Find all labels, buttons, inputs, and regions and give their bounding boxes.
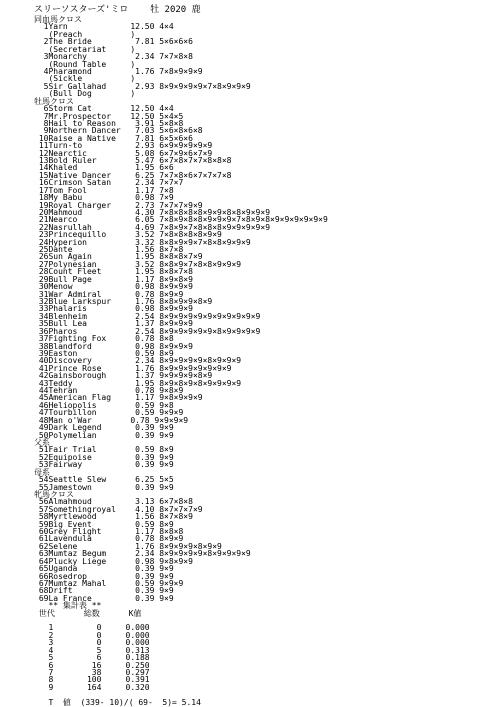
analysis-line: 37Fighting Fox 0.78 8×8 (34, 334, 174, 344)
analysis-line: (Sickle ) (34, 74, 136, 84)
document-title: スリーソスターズ'ミロ 牡 2020 鹿 (34, 5, 201, 15)
analysis-line: 8 100 0.391 (34, 675, 150, 685)
analysis-line: 3 0 0.000 (34, 638, 150, 648)
analysis-line: ** 集計表 ** (34, 601, 102, 611)
analysis-line: 64Plucky Liege 0.98 9×8×9×9 (34, 556, 193, 566)
analysis-line: 7Mr.Prospector 12.50 5×4×5 (34, 111, 184, 121)
analysis-line: 65Uganda 0.39 9×9 (34, 564, 174, 574)
analysis-line: (Bull Dog ) (34, 89, 136, 99)
analysis-line: 36Pharos 2.54 8×9×9×9×9×9×8×9×9×9×9 (34, 326, 261, 336)
analysis-line: 63Mumtaz Begum 2.34 8×9×9×9×9×8×9×9×9×9 (34, 549, 251, 559)
analysis-line: 47Tourbillon 0.59 9×9×9 (34, 408, 184, 418)
analysis-line: 51Fair Trial 0.59 8×9 (34, 445, 174, 455)
analysis-line: 父系 (34, 437, 50, 447)
analysis-line: 57Somethingroyal 4.10 8×7×7×7×9 (34, 504, 203, 514)
analysis-line: 27Polynesian 3.52 8×8×9×7×8×8×9×9×9 (34, 259, 242, 269)
analysis-line: 同血馬クロス (34, 15, 82, 24)
analysis-line: 42Gainsborough 1.37 9×9×9×9×8×9 (34, 371, 213, 381)
analysis-line: 18My Babu 0.98 7×9 (34, 193, 174, 203)
analysis-line: 48Man o'War 0.78 9×9×9×9 (34, 415, 189, 425)
analysis-line: 34Blenheim 2.54 8×9×9×9×9×9×9×9×9×9×9 (34, 311, 261, 321)
analysis-line: 29Bull Page 1.17 8×9×8×9 (34, 274, 193, 284)
analysis-line: 22Nasrullah 4.69 7×8×9×7×8×8×8×9×9×9×9×9 (34, 222, 271, 232)
analysis-line: 20Mahmoud 4.30 7×8×8×8×8×9×9×8×8×9×9×9 (34, 207, 271, 217)
analysis-line: 66Rosedrop 0.39 9×9 (34, 571, 174, 581)
analysis-line: 14Khaled 1.95 6×6 (34, 163, 174, 173)
analysis-line: 31War Admiral 0.78 8×9×9 (34, 289, 184, 299)
analysis-line: 33Phalaris 0.98 8×9×9×9 (34, 304, 193, 314)
analysis-line: 54Seattle Slew 6.25 5×5 (34, 475, 174, 484)
analysis-line: 19Royal Charger 2.73 7×7×7×9×9 (34, 200, 203, 210)
analysis-line: 69La France 0.39 9×9 (34, 593, 174, 603)
analysis-line: 45American Flag 1.17 9×8×9×9×9 (34, 393, 203, 403)
analysis-line: 62Selene 1.76 8×9×9×9×8×9×9 (34, 541, 222, 551)
analysis-line: 50Polymelian 0.39 9×9 (34, 430, 174, 440)
analysis-line: 43Teddy 1.95 8×9×8×9×8×9×9×9×9 (34, 378, 242, 388)
analysis-line: 44Tehran 0.78 9×8×9 (34, 386, 184, 395)
analysis-line: 6Storm Cat 12.50 4×4 (34, 104, 174, 113)
analysis-line: 17Tom Fool 1.17 7×8 (34, 185, 174, 195)
analysis-line: 41Prince Rose 1.76 8×9×9×9×9×9×9×9 (34, 363, 232, 373)
analysis-line: 牡馬クロス (34, 96, 74, 106)
analysis-line: 世代 総数 K値 (34, 608, 142, 618)
analysis-line: 13Bold Ruler 5.47 6×7×8×7×7×8×8×8 (34, 156, 232, 165)
analysis-line: 12Nearctic 5.08 6×7×9×6×7×9 (34, 148, 213, 158)
analysis-line: 2 0 0.000 (34, 630, 150, 640)
analysis-line: 67Mumtaz Mahal 0.59 9×9×9 (34, 578, 184, 588)
analysis-line: 28Count Fleet 1.95 8×8×7×8 (34, 267, 193, 277)
analysis-line: (Round Table ) (34, 59, 136, 69)
analysis-line: 4 5 0.313 (34, 645, 150, 655)
analysis-line: 16Crimson Satan 2.34 7×7×7 (34, 178, 184, 188)
analysis-line: 30Menow 0.98 8×9×9×9 (34, 282, 193, 292)
analysis-line: 56Almahmoud 3.13 6×7×8×8 (34, 497, 193, 507)
analysis-line: 11Turn-to 2.93 6×9×9×9×9×9 (34, 141, 213, 151)
analysis-line: 7 38 0.297 (34, 668, 150, 677)
analysis-line: T 値 (339- 10)/( 69- 5)= 5.14 (34, 697, 201, 707)
analysis-line: 23Princequillo 3.52 7×8×8×8×8×9×9 (34, 230, 222, 240)
analysis-line: 26Sun Again 1.95 8×8×8×7×9 (34, 252, 203, 262)
analysis-line: 3Monarchy 2.34 7×7×8×8 (34, 52, 193, 62)
analysis-line: 6 16 0.250 (34, 660, 150, 670)
analysis-line: 1Yarn 12.50 4×4 (34, 22, 174, 32)
analysis-line: 9Northern Dancer 7.03 5×6×8×6×8 (34, 126, 203, 136)
analysis-line: 9 164 0.320 (34, 682, 150, 692)
analysis-line: (Preach ) (34, 29, 136, 39)
analysis-line: 4Pharamond 1.76 7×8×9×9×9 (34, 66, 203, 76)
analysis-line: 61Lavendula 0.78 8×9×9 (34, 534, 184, 544)
analysis-line: 40Discovery 2.34 8×9×9×9×9×8×9×9×9 (34, 356, 242, 366)
analysis-line: 10Raise a Native 7.81 6×5×6×6 (34, 133, 193, 143)
analysis-line: 21Nearco 6.05 7×8×9×8×8×9×9×9×7×8×9×8×9×9×9×9×9×9 (34, 215, 328, 225)
analysis-line: 牝馬クロス (34, 489, 74, 499)
analysis-line: 55Jamestown 0.39 9×9 (34, 482, 174, 492)
analysis-line: 15Native Dancer 6.25 7×7×8×6×7×7×7×8 (34, 170, 232, 180)
analysis-line: 46Heliopolis 0.59 9×8 (34, 400, 174, 410)
analysis-line: 68Drift 0.39 9×9 (34, 586, 174, 596)
analysis-line: 35Bull Lea 1.37 8×9×9×9 (34, 319, 193, 329)
analysis-line: 24Hyperion 3.32 8×8×9×9×7×8×8×9×9×9 (34, 237, 251, 247)
analysis-line: 58Myrtlewood 1.56 8×7×8×9 (34, 512, 193, 522)
analysis-line: 59Big Event 0.59 8×9 (34, 519, 174, 529)
analysis-line: 2The Bride 7.81 5×6×6×6 (34, 37, 193, 47)
analysis-line: 25Dante 1.56 8×7×8 (34, 245, 184, 254)
analysis-line: (Secretariat ) (34, 44, 136, 54)
analysis-line: 5Sir Gallahad 2.93 8×9×9×9×9×7×8×9×9×9 (34, 81, 251, 91)
analysis-line: 1 0 0.000 (34, 623, 150, 633)
analysis-line: 52Equipoise 0.39 9×9 (34, 452, 174, 462)
analysis-line: 8Hail to Reason 3.91 5×8×8 (34, 118, 184, 128)
analysis-line: 49Dark Legend 0.39 9×9 (34, 423, 174, 433)
analysis-line: 32Blue Larkspur 1.76 8×8×9×9×8×9 (34, 297, 213, 306)
analysis-line: 53Fairway 0.39 9×9 (34, 460, 174, 470)
analysis-line: 5 6 0.188 (34, 653, 150, 663)
analysis-line: 60Grey Flight 1.17 8×8×8 (34, 527, 184, 536)
analysis-line: 39Easton 0.59 8×9 (34, 348, 174, 358)
analysis-line: 母系 (34, 467, 50, 477)
analysis-line: 38Blandford 0.98 8×9×9×9 (34, 341, 193, 351)
